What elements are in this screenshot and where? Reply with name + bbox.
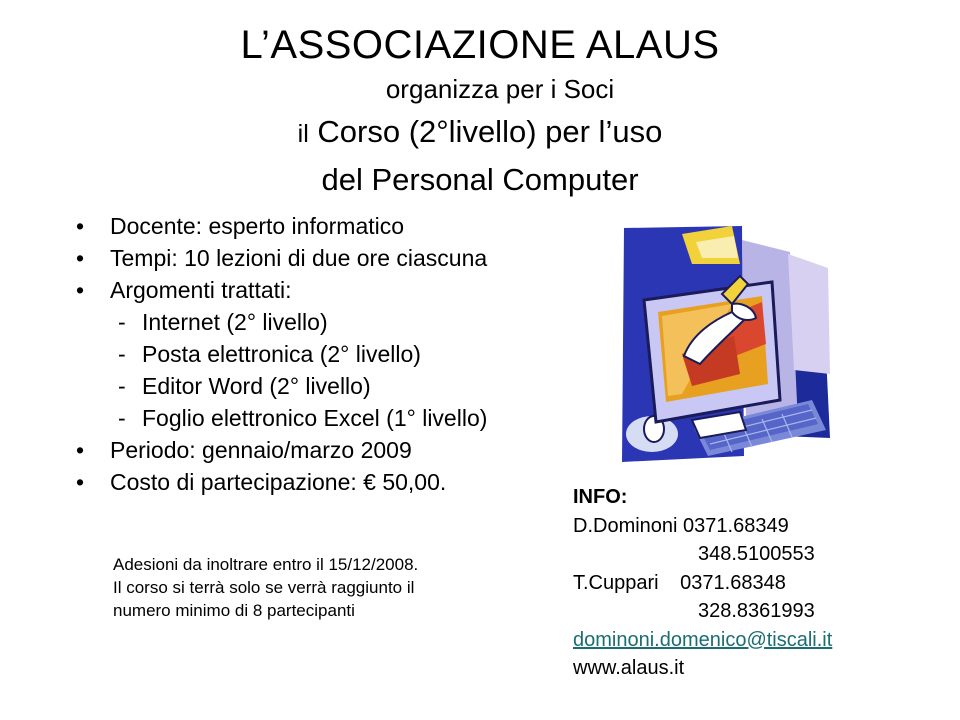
dash-icon: -	[118, 341, 126, 367]
topic-item	[76, 402, 576, 434]
bullet-icon: •	[76, 277, 85, 303]
contact-phone: 0371.68349	[683, 514, 789, 537]
bullet-icon: •	[76, 245, 85, 271]
list-item	[76, 274, 576, 306]
list-item-text: Tempi: 10 lezioni di due ore ciascuna	[110, 245, 488, 271]
dash-icon: -	[118, 373, 126, 399]
topic-text: Internet (2° livello)	[142, 309, 328, 335]
list-item	[76, 434, 576, 466]
course-details-list	[76, 210, 576, 498]
topic-text: Editor Word (2° livello)	[142, 373, 371, 399]
page-subtitle	[0, 74, 960, 104]
note-line: Adesioni da inoltrare entro il 15/12/2008.	[113, 555, 419, 574]
contact-phone-alt: 328.8361993	[698, 600, 815, 622]
registration-note	[113, 553, 533, 622]
topic-item	[76, 370, 576, 402]
website-text: www.alaus.it	[573, 657, 685, 679]
info-heading: INFO:	[573, 486, 628, 508]
list-item	[76, 466, 576, 498]
course-title-text: Corso (2°livello) per l’uso	[317, 114, 663, 149]
topic-item	[76, 338, 576, 370]
topic-text: Foglio elettronico Excel (1° livello)	[142, 405, 488, 431]
bullet-icon: •	[76, 469, 85, 495]
bullet-icon: •	[76, 437, 85, 463]
page-title: L’ASSOCIAZIONE ALAUS	[240, 23, 720, 67]
contact-row	[573, 512, 953, 541]
course-title-line-2: del Personal Computer	[321, 162, 639, 197]
list-item-text: Periodo: gennaio/marzo 2009	[110, 437, 412, 463]
list-item-text: Argomenti trattati:	[110, 277, 292, 303]
dash-icon: -	[118, 309, 126, 335]
info-block	[573, 483, 953, 683]
list-item-text: Costo di partecipazione: € 50,00.	[110, 469, 447, 495]
course-prefix: il	[297, 120, 309, 148]
subtitle-text: organizza per i Soci	[385, 74, 615, 104]
contact-phone-alt: 348.5100553	[698, 543, 815, 565]
list-item	[76, 210, 576, 242]
course-title-line-1	[0, 114, 960, 152]
email-link[interactable]: dominoni.domenico@tiscali.it	[573, 628, 833, 651]
topic-item	[76, 306, 576, 338]
computer-clipart-icon	[622, 224, 832, 462]
topic-text: Posta elettronica (2° livello)	[142, 341, 421, 367]
list-item	[76, 242, 576, 274]
email-row	[573, 626, 953, 655]
bullet-icon: •	[76, 213, 85, 239]
note-line: Il corso si terrà solo se verrà raggiunto il	[113, 578, 415, 597]
contact-row	[573, 569, 953, 598]
contact-name: T.Cuppari	[573, 571, 659, 594]
dash-icon: -	[118, 405, 126, 431]
list-item-text: Docente: esperto informatico	[110, 213, 405, 239]
note-line: numero minimo di 8 partecipanti	[113, 601, 355, 620]
contact-name: D.Dominoni	[573, 514, 678, 537]
contact-phone: 0371.68348	[680, 571, 786, 594]
